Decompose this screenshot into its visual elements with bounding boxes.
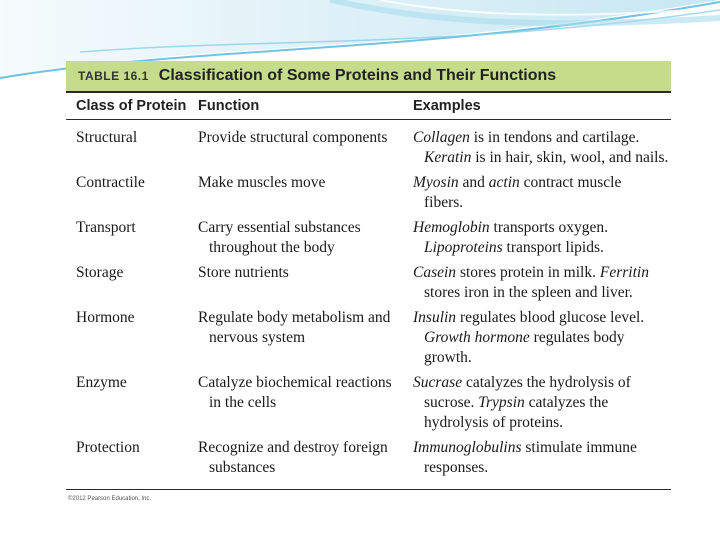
table-row	[66, 218, 671, 258]
cell-function	[188, 263, 403, 303]
table-row	[66, 173, 671, 213]
example-term: Insulin	[413, 309, 457, 326]
cell-function	[188, 438, 403, 478]
example-line	[413, 458, 671, 478]
example-line	[413, 393, 671, 413]
cell-class: Enzyme	[76, 374, 127, 391]
example-text: regulates body	[529, 329, 625, 346]
function-line: Make muscles move	[198, 174, 326, 191]
cell-function	[188, 218, 403, 258]
table-header-row	[66, 93, 671, 120]
example-line	[413, 438, 671, 458]
function-line: in the cells	[209, 394, 277, 411]
example-line	[413, 128, 671, 148]
example-text: fibers.	[424, 194, 464, 211]
header-examples: Examples	[413, 98, 481, 114]
example-text: stimulate immune	[521, 439, 637, 456]
function-line: Carry essential substances	[198, 219, 361, 236]
example-line	[413, 328, 671, 348]
cell-class: Hormone	[76, 309, 135, 326]
example-text: stores iron in the spleen and liver.	[424, 284, 633, 301]
cell-function	[188, 373, 403, 433]
example-term: Collagen	[413, 129, 470, 146]
example-line	[413, 263, 671, 283]
example-line	[413, 218, 671, 238]
function-line: Provide structural components	[198, 129, 388, 146]
example-text: regulates blood glucose level.	[456, 309, 645, 326]
cell-examples	[403, 218, 671, 258]
example-term: Sucrase	[413, 374, 463, 391]
example-term: Growth hormone	[424, 329, 530, 346]
table-title: Classification of Some Proteins and Their Functions	[158, 67, 557, 84]
cell-function	[188, 128, 403, 168]
table-row	[66, 128, 671, 168]
function-line: Regulate body metabolism and	[198, 309, 391, 326]
cell-examples	[403, 373, 671, 433]
function-line: substances	[209, 459, 276, 476]
cell-class: Structural	[76, 129, 138, 146]
example-line	[413, 348, 671, 368]
example-text: is in hair, skin, wool, and nails.	[471, 149, 669, 166]
example-line	[413, 238, 671, 258]
example-line	[413, 413, 671, 433]
table-row	[66, 263, 671, 303]
function-line: nervous system	[209, 329, 306, 346]
table-body	[66, 120, 671, 490]
table-title-bar	[66, 61, 671, 93]
example-text: hydrolysis of proteins.	[424, 414, 564, 431]
copyright-text: ©2012 Pearson Education, Inc.	[68, 496, 152, 502]
cell-examples	[403, 173, 671, 213]
cell-examples	[403, 438, 671, 478]
cell-function	[188, 308, 403, 368]
cell-class: Protection	[76, 439, 140, 456]
example-text: catalyzes the hydrolysis of	[462, 374, 631, 391]
example-line	[413, 173, 671, 193]
cell-examples	[403, 308, 671, 368]
cell-class: Transport	[76, 219, 136, 236]
example-term: Hemoglobin	[413, 219, 490, 236]
cell-examples	[403, 128, 671, 168]
table-label: TABLE 16.1	[78, 69, 149, 83]
example-text: sucrose.	[424, 394, 479, 411]
example-line	[413, 193, 671, 213]
example-text: and	[458, 174, 489, 191]
example-term: Keratin	[424, 149, 472, 166]
function-line: Catalyze biochemical reactions	[198, 374, 392, 391]
example-text: is in tendons and cartilage.	[469, 129, 640, 146]
function-line: Store nutrients	[198, 264, 289, 281]
example-line	[413, 373, 671, 393]
cell-class: Storage	[76, 264, 124, 281]
example-term: Lipoproteins	[424, 239, 503, 256]
cell-class: Contractile	[76, 174, 145, 191]
example-text: growth.	[424, 349, 472, 366]
example-text: contract muscle	[519, 174, 622, 191]
function-line: Recognize and destroy foreign	[198, 439, 388, 456]
example-term: Casein	[413, 264, 457, 281]
function-line: throughout the body	[209, 239, 335, 256]
example-text: transports oxygen.	[489, 219, 609, 236]
table-row	[66, 308, 671, 368]
cell-function	[188, 173, 403, 213]
table-row	[66, 373, 671, 433]
table-row	[66, 438, 671, 478]
example-term: Ferritin	[599, 264, 649, 281]
header-class: Class of Protein	[76, 98, 187, 114]
example-text: transport lipids.	[502, 239, 604, 256]
example-text: stores protein in milk.	[456, 264, 600, 281]
example-term: Myosin	[413, 174, 459, 191]
example-term: actin	[488, 174, 520, 191]
example-term: Trypsin	[478, 394, 525, 411]
example-text: catalyzes the	[524, 394, 609, 411]
example-line	[413, 308, 671, 328]
example-line	[413, 283, 671, 303]
example-line	[413, 148, 671, 168]
protein-table	[66, 61, 671, 502]
header-function: Function	[198, 98, 260, 114]
example-text: responses.	[424, 459, 489, 476]
cell-examples	[403, 263, 671, 303]
example-term: Immunoglobulins	[413, 439, 522, 456]
